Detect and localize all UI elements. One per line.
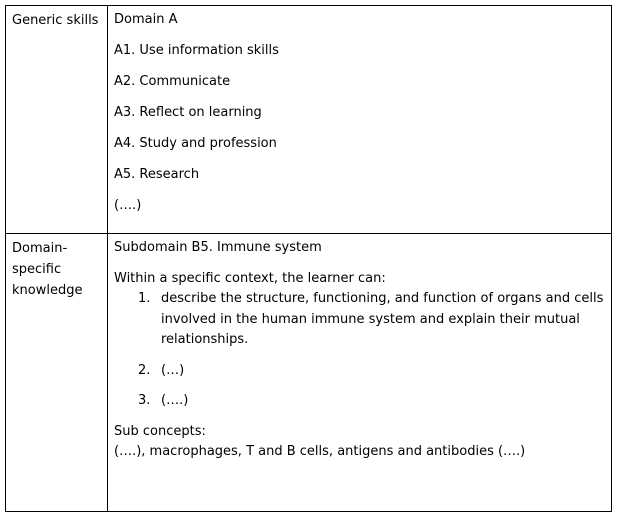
domain-specific-label-line: specific [12,262,62,277]
sub-concepts-text: (….), macrophages, T and B cells, antigens and antibodies (….) [114,443,526,459]
objective-item [114,391,605,412]
objective-number: 2. [138,362,151,378]
domain-specific-knowledge-row [6,234,612,512]
skill-item: A3. Reflect on learning [114,105,262,120]
objective-number: 1. [138,291,151,306]
skill-item: A2. Communicate [114,74,231,89]
objective-text-line: relationships. [161,332,249,347]
objective-item [114,361,605,382]
objective-text: (….) [161,393,189,408]
skill-item: A5. Research [114,167,200,182]
domain-specific-label-line: Domain- [12,241,68,256]
skill-item: A4. Study and profession [114,136,277,151]
domain-a-cell [108,6,612,234]
skill-item-ellipsis: (….) [114,198,142,213]
domain-specific-label-line: knowledge [12,283,83,298]
domain-specific-label-cell [6,234,108,512]
subdomain-b5-cell [108,234,612,512]
generic-skills-label: Generic skills [12,13,99,28]
subdomain-title: Subdomain B5. Immune system [114,240,322,255]
objective-text-line: describe the structure, functioning, and function of organs and cells [161,291,604,306]
skills-knowledge-table [5,5,612,512]
generic-skills-label-cell [6,6,108,234]
objectives-list [114,289,605,412]
objectives-intro: Within a specific context, the learner can: [114,271,386,286]
objective-item [114,289,605,351]
objective-text-line: involved in the human immune system and explain their mutual [161,311,580,327]
generic-skills-row [6,6,612,234]
skill-item: A1. Use information skills [114,43,279,58]
objective-number: 3. [138,393,151,408]
sub-concepts-label: Sub concepts: [114,423,206,439]
objective-text: (…) [161,362,185,378]
domain-a-title: Domain A [114,12,178,27]
